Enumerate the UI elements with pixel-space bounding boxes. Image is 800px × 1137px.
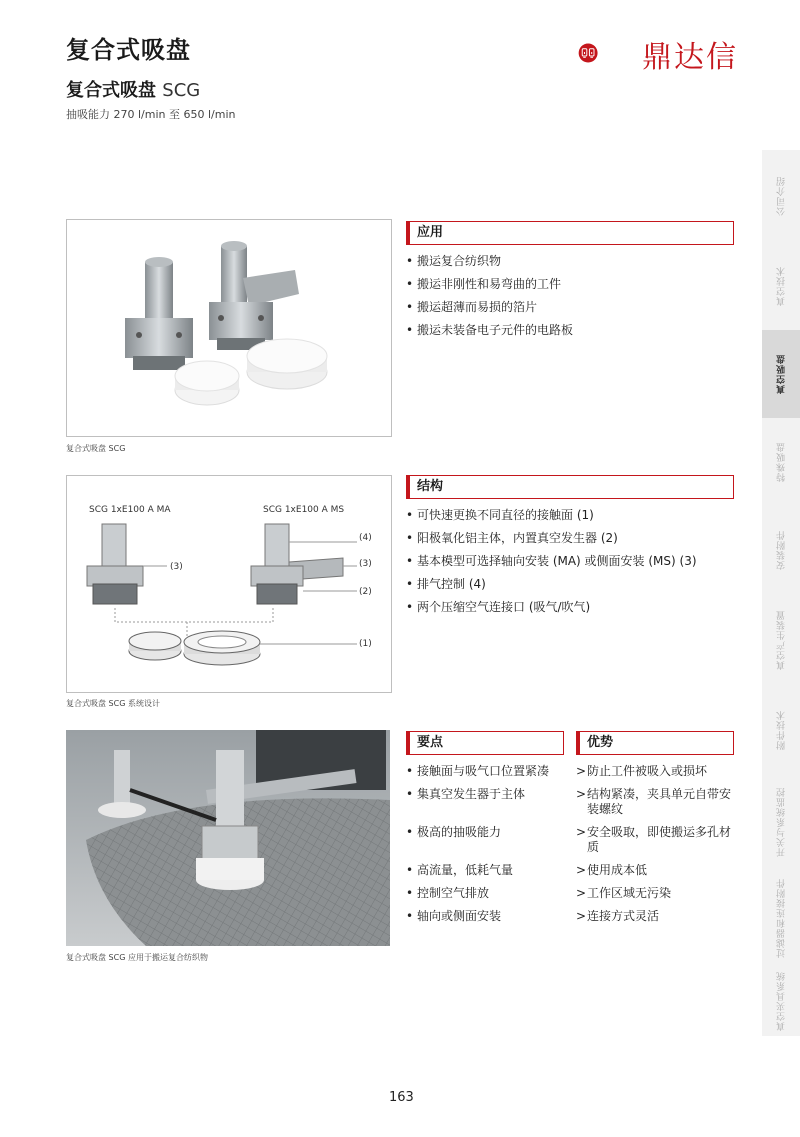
list-item: • 高流量，低耗气量: [406, 863, 574, 878]
list-item: • 两个压缩空气连接口 (吸气/吹气): [406, 600, 746, 615]
side-tab-label: 附件技术: [776, 710, 787, 750]
logo-circle: [579, 44, 598, 63]
list-item: • 极高的抽吸能力: [406, 825, 574, 840]
side-tab-generators[interactable]: [762, 594, 800, 687]
list-item: • 基本模型可选择轴向安装 (MA) 或侧面安装 (MS) (3): [406, 554, 746, 569]
side-tab-vacuum-cups[interactable]: [762, 330, 800, 419]
product-photo: [66, 219, 392, 437]
section-heading-application: 应用: [406, 221, 734, 245]
side-tab-label: 真空吸盘: [776, 354, 787, 394]
list-item: • 可快速更换不同直径的接触面 (1): [406, 508, 746, 523]
side-tab-label: 特殊吸盘: [776, 442, 787, 482]
list-item: • 集真空发生器于主体: [406, 787, 574, 802]
side-tab-switches[interactable]: [762, 774, 800, 871]
side-tab-label: 开关与系统监控: [776, 787, 787, 857]
section-heading-advantages: 优势: [576, 731, 734, 755]
side-tab-accessories[interactable]: [762, 686, 800, 775]
list-item: • 搬运非刚性和易弯曲的工件: [406, 277, 736, 292]
features-list: [406, 764, 574, 932]
suction-capacity: 抽吸能力 270 l/min 至 650 l/min: [66, 108, 236, 121]
figure-caption: 复合式吸盘 SCG: [66, 444, 126, 453]
list-item: • 阳极氧化铝主体，内置真空发生器 (2): [406, 531, 746, 546]
list-item: • 轴向或侧面安装: [406, 909, 574, 924]
side-tab-filters[interactable]: [762, 870, 800, 967]
callout-label: (2): [359, 587, 372, 597]
section-heading-features: 要点: [406, 731, 564, 755]
list-item: • 接触面与吸气口位置紧凑: [406, 764, 574, 779]
list-item: > 使用成本低: [576, 863, 738, 878]
list-item: • 搬运复合纺织物: [406, 254, 736, 269]
list-item: > 连接方式灵活: [576, 909, 738, 924]
application-list: [406, 254, 736, 346]
list-item: > 防止工件被吸入或损坏: [576, 764, 738, 779]
subtitle-code: SCG: [162, 80, 201, 101]
system-diagram-illustration: [67, 476, 391, 692]
structure-list: [406, 508, 746, 623]
list-item: • 搬运超薄而易损的箔片: [406, 300, 736, 315]
side-tab-label: 公司介绍: [776, 176, 787, 216]
callout-label: (1): [359, 639, 372, 649]
system-design-diagram: [66, 475, 392, 693]
brand-name: 鼎达信: [642, 40, 738, 75]
diagram-label-ms: SCG 1xE100 A MS: [263, 505, 345, 515]
side-tab-label: 过滤器和连接附件: [776, 878, 787, 958]
side-tab-special-cups[interactable]: [762, 418, 800, 507]
advantages-list: [576, 764, 738, 932]
subtitle-text: 复合式吸盘: [66, 80, 156, 101]
page-title: 复合式吸盘: [66, 36, 191, 64]
product-subtitle: [66, 76, 200, 102]
list-item: • 控制空气排放: [406, 886, 574, 901]
application-illustration: [66, 730, 390, 946]
figure-caption: 复合式吸盘 SCG 应用于搬运复合纺织物: [66, 953, 208, 962]
callout-label: (3): [170, 562, 183, 572]
figure-caption: 复合式吸盘 SCG 系统设计: [66, 699, 160, 708]
brand-logo: [578, 22, 640, 84]
product-illustration: [67, 220, 391, 436]
side-tab-mounting[interactable]: [762, 506, 800, 595]
list-item: > 工作区域无污染: [576, 886, 738, 901]
side-tab-label: 真空产生装置: [776, 610, 787, 670]
side-tab-label: 真空技术: [776, 266, 787, 306]
side-tab-gripper-systems[interactable]: [762, 966, 800, 1037]
section-heading-structure: 结构: [406, 475, 734, 499]
diagram-label-ma: SCG 1xE100 A MA: [89, 505, 171, 515]
callout-label: (3): [359, 559, 372, 569]
list-item: > 结构紧凑，夹具单元自带安装螺纹: [576, 787, 738, 817]
list-item: • 排气控制 (4): [406, 577, 746, 592]
side-tab-company[interactable]: [762, 150, 800, 243]
side-tab-label: 安装附件: [776, 530, 787, 570]
application-photo: [66, 730, 390, 946]
side-navigation: [762, 150, 800, 1036]
side-tab-vacuum-tech[interactable]: [762, 242, 800, 331]
callout-label: (4): [359, 533, 372, 543]
list-item: • 搬运未装备电子元件的电路板: [406, 323, 736, 338]
list-item: > 安全吸取，即使搬运多孔材质: [576, 825, 738, 855]
side-tab-label: 真空夹具系统: [776, 971, 787, 1031]
page-number: 163: [389, 1090, 414, 1105]
